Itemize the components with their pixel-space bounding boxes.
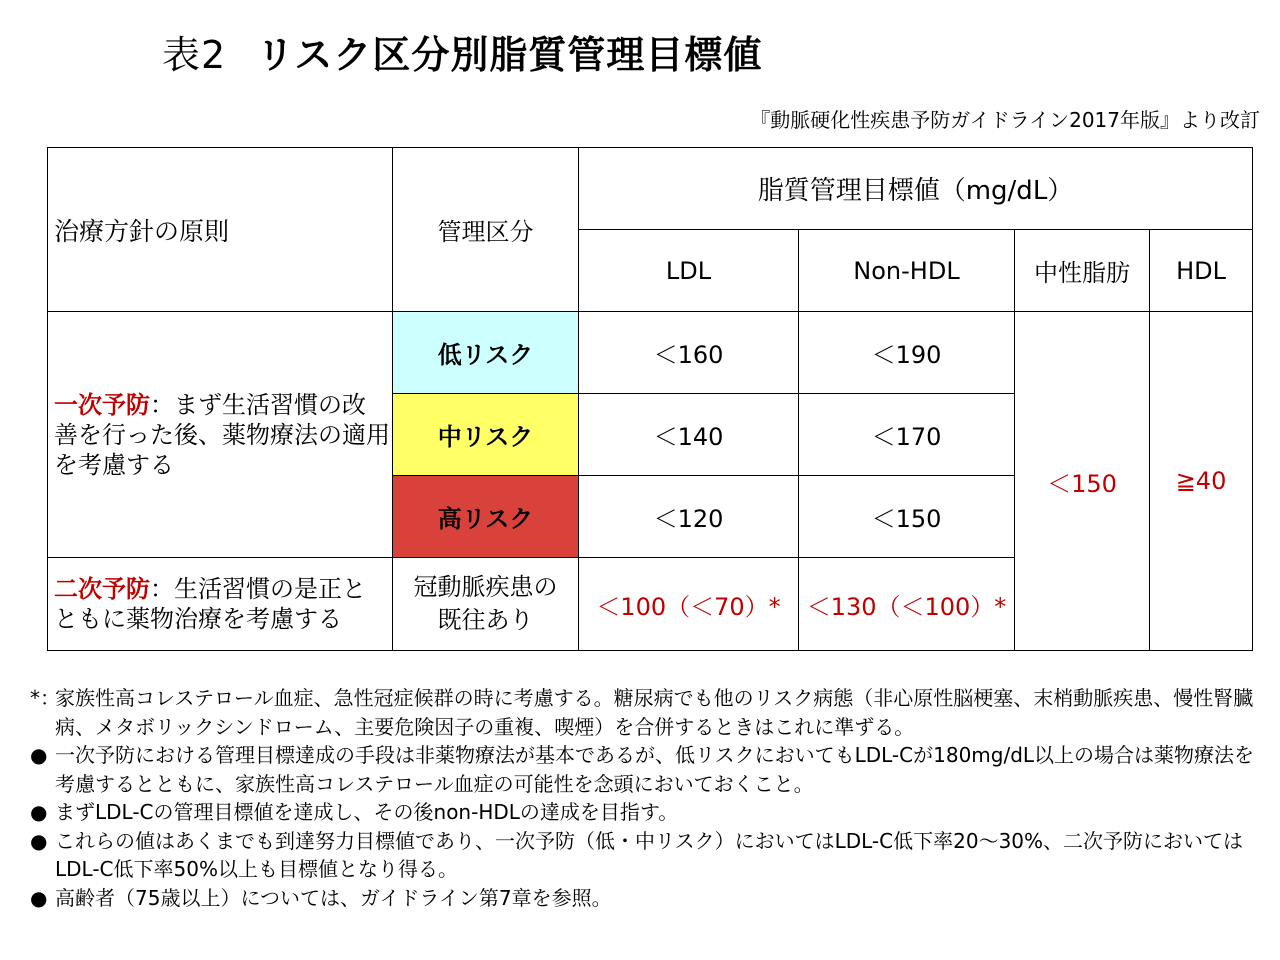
footnotes bbox=[30, 684, 1260, 912]
tg-target: ＜150 bbox=[1015, 312, 1150, 651]
ldl-low: ＜160 bbox=[579, 312, 799, 394]
header-category: 管理区分 bbox=[393, 148, 579, 312]
bullet-icon: ● bbox=[30, 828, 48, 853]
col-hdl: HDL bbox=[1150, 230, 1253, 312]
title-text: リスク区分別脂質管理目標値 bbox=[256, 33, 763, 77]
lipid-target-table bbox=[47, 147, 1253, 651]
ldl-high: ＜120 bbox=[579, 476, 799, 558]
header-policy: 治療方針の原則 bbox=[48, 148, 393, 312]
secondary-category-line2: 既往あり bbox=[437, 606, 534, 634]
ldl-secondary: ＜100（＜70）* bbox=[579, 558, 799, 651]
primary-text-line2: 善を行った後、薬物療法の適用 bbox=[54, 420, 390, 449]
footnote-bullet bbox=[30, 798, 1260, 827]
page-title bbox=[162, 24, 762, 79]
secondary-category-line1: 冠動脈疾患の bbox=[413, 573, 558, 601]
primary-prevention-tag: 一次予防 bbox=[54, 390, 150, 419]
nonhdl-secondary: ＜130（＜100）* bbox=[799, 558, 1015, 651]
category-mid-risk: 中リスク bbox=[393, 394, 579, 476]
source-note: 『動脈硬化性疾患予防ガイドライン2017年版』より改訂 bbox=[750, 108, 1260, 132]
note-text: 一次予防における管理目標達成の手段は非薬物療法が基本であるが、低リスクにおいてもLDL-Cが180mg/dL以上の場合は薬物療法を考慮するとともに、家族性高コレステロール血症の可能性を念頭においておくこと。 bbox=[55, 743, 1255, 796]
primary-text-line1: ：まず生活習慣の改 bbox=[150, 390, 366, 419]
bullet-icon: ● bbox=[30, 885, 48, 910]
note-text: 高齢者（75歳以上）については、ガイドライン第7章を参照。 bbox=[55, 885, 612, 910]
ldl-mid: ＜140 bbox=[579, 394, 799, 476]
col-tg: 中性脂肪 bbox=[1015, 230, 1150, 312]
bullet-icon: ● bbox=[30, 743, 48, 767]
primary-text-line3: を考慮する bbox=[54, 450, 174, 479]
footnote-bullet bbox=[30, 884, 1260, 913]
category-low-risk: 低リスク bbox=[393, 312, 579, 394]
table-number: 表2 bbox=[162, 33, 227, 77]
col-nonhdl: Non-HDL bbox=[799, 230, 1015, 312]
footnote-asterisk bbox=[30, 684, 1260, 741]
nonhdl-high: ＜150 bbox=[799, 476, 1015, 558]
primary-prevention-cell bbox=[48, 312, 393, 558]
footnote-bullet bbox=[30, 827, 1260, 884]
secondary-text-line2: ともに薬物治療を考慮する bbox=[54, 605, 342, 633]
category-high-risk: 高リスク bbox=[393, 476, 579, 558]
secondary-prevention-tag: 二次予防 bbox=[54, 575, 150, 603]
hdl-target: ≧40 bbox=[1150, 312, 1253, 651]
nonhdl-mid: ＜170 bbox=[799, 394, 1015, 476]
note-text: 家族性高コレステロール血症、急性冠症候群の時に考慮する。糖尿病でも他のリスク病態（非心原性脳梗塞、末梢動脈疾患、慢性腎臓病、メタボリックシンドローム、主要危険因子の重複、喫煙）を合併するときはこれに準ずる。 bbox=[55, 686, 1254, 739]
secondary-prevention-cell bbox=[48, 558, 393, 651]
asterisk-mark: *： bbox=[30, 686, 60, 710]
secondary-text-line1: ：生活習慣の是正と bbox=[150, 575, 366, 603]
header-target: 脂質管理目標値（mg/dL） bbox=[579, 148, 1253, 230]
note-text: これらの値はあくまでも到達努力目標値であり、一次予防（低・中リスク）においてはLDL-C低下率20～30%、二次予防においてはLDL-C低下率50%以上も目標値となり得る。 bbox=[55, 828, 1244, 881]
footnote-bullet bbox=[30, 741, 1260, 798]
bullet-icon: ● bbox=[30, 800, 48, 824]
note-text: まずLDL-Cの管理目標値を達成し、その後non-HDLの達成を目指す。 bbox=[55, 800, 679, 824]
nonhdl-low: ＜190 bbox=[799, 312, 1015, 394]
category-secondary bbox=[393, 558, 579, 651]
col-ldl: LDL bbox=[579, 230, 799, 312]
